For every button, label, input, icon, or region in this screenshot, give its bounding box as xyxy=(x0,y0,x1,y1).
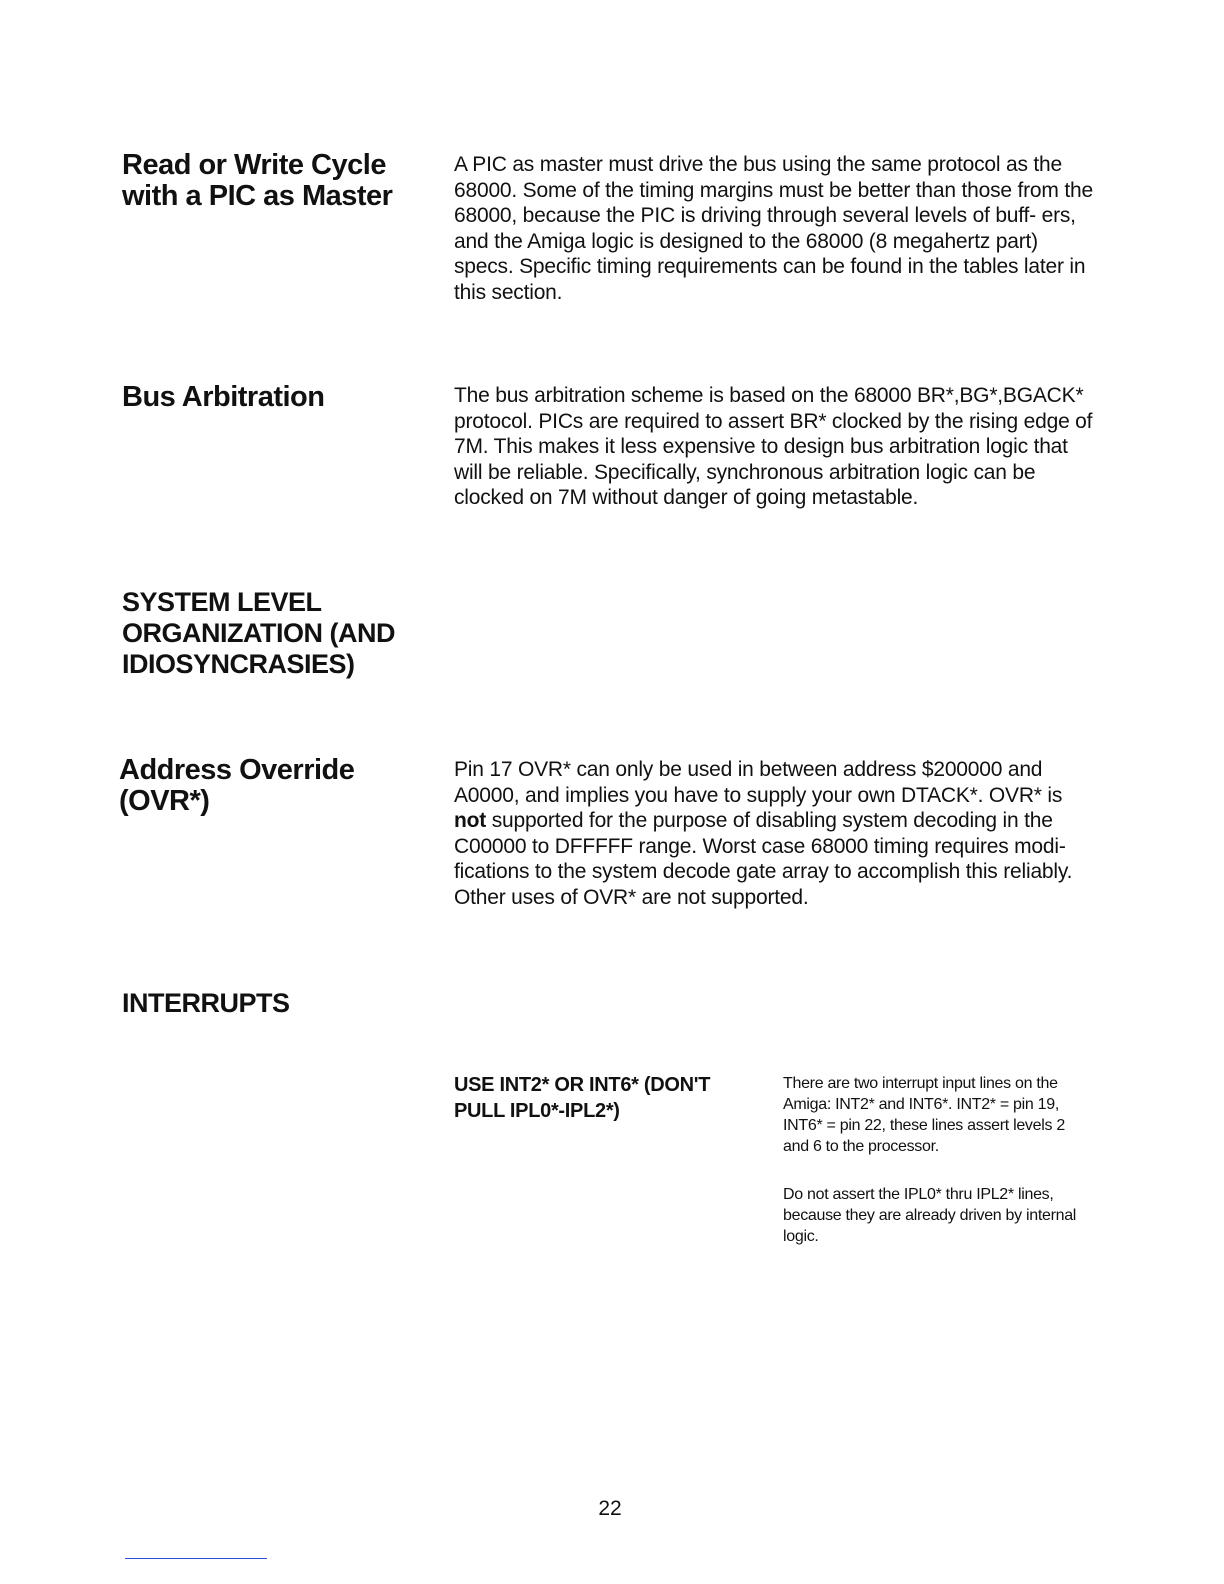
paragraph-do-not-assert-ipl: Do not assert the IPL0* thru IPL2* lines, because they are already driven by internal logic. xyxy=(783,1186,1077,1245)
footer-rule xyxy=(125,1558,267,1559)
subheading-line: USE INT2* OR INT6* (DON'T xyxy=(454,1074,711,1096)
heading-line: IDIOSYNCRASIES) xyxy=(122,649,355,679)
subheading-line: PULL IPL0*-IPL2*) xyxy=(454,1100,620,1122)
heading-system-level-organization xyxy=(122,587,442,680)
heading-line: with a PIC as Master xyxy=(122,180,393,212)
heading-line: Read or Write Cycle xyxy=(122,149,386,181)
heading-line: ORGANIZATION (AND xyxy=(122,618,395,648)
paragraph-read-write-cycle: A PIC as master must drive the bus using the same protocol as the 68000. Some of the timing margins must be better than those from the 68000, because the PIC is driving through several levels of buff- ers, and the Amiga logic is designed to the 68000 (8 megahertz part) specs. Specific timing requirements can be found in the tables later in this section. xyxy=(454,153,1093,304)
emphasis-not: not xyxy=(454,809,487,833)
heading-read-write-cycle xyxy=(122,150,422,212)
paragraph-interrupt-lines: There are two interrupt input lines on the Amiga: INT2* and INT6*. INT2* = pin 19, INT6* = pin 22, these lines assert levels 2 and 6 to the processor. xyxy=(783,1075,1065,1155)
heading-address-override: Address Override (OVR*) xyxy=(119,754,355,817)
page-number: 22 xyxy=(598,1497,622,1520)
paragraph-bus-arbitration: The bus arbitration scheme is based on the 68000 BR*,BG*,BGACK* protocol. PICs are required to assert BR* clocked by the rising edge of 7M. This makes it less expensive to design bus arbitration logic that will be reliable. Specifically, synchronous arbitration logic can be clocked on 7M without danger of going metastable. xyxy=(454,384,1093,510)
subheading-use-int2-int6 xyxy=(454,1072,754,1124)
heading-line: SYSTEM LEVEL xyxy=(122,587,322,617)
heading-bus-arbitration: Bus Arbitration xyxy=(122,381,325,413)
text-run: Pin 17 OVR* can only be used in between address $200000 and A0000, and implies you have to supply your own DTACK*. OVR* is xyxy=(454,758,1063,807)
heading-interrupts: INTERRUPTS xyxy=(122,988,290,1018)
text-run: supported for the purpose of disabling system decoding in the C00000 to DFFFFF range. Worst case 68000 timing requires modi- fications to the system decode gate array to accomplish this reliably. Other uses of OVR* are not supported. xyxy=(454,809,1073,909)
paragraph-address-override xyxy=(454,757,1094,911)
